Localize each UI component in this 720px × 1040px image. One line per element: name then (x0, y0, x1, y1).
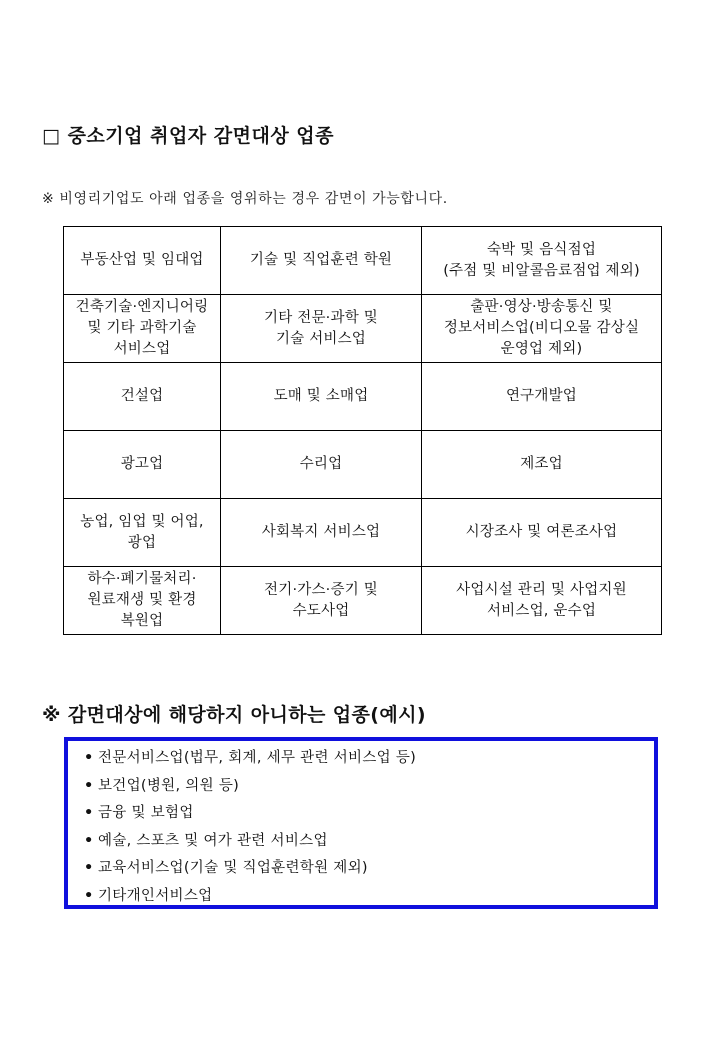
bullet-icon: • (84, 805, 94, 821)
bullet-icon: • (84, 887, 94, 904)
list-item-label: 전문서비스업(법무, 회계, 세무 관련 서비스업 등) (98, 750, 417, 766)
exclusions-list (68, 741, 654, 910)
list-item (84, 855, 654, 883)
bullet-icon: • (84, 832, 94, 849)
eligibility-note: ※ 비영리기업도 아래 업종을 영위하는 경우 감면이 가능합니다. (42, 191, 448, 207)
table-cell: 하수·폐기물처리· 원료재생 및 환경 복원업 (64, 567, 221, 635)
table-cell: 도매 및 소매업 (221, 363, 422, 431)
table-cell: 건설업 (64, 363, 221, 431)
table-cell: 제조업 (422, 431, 662, 499)
table-cell: 부동산업 및 임대업 (64, 227, 221, 295)
list-item (84, 745, 654, 773)
list-item-label: 금융 및 보험업 (98, 805, 194, 821)
table-row (64, 567, 662, 635)
table-row (64, 499, 662, 567)
list-item (84, 828, 654, 856)
table-cell: 사회복지 서비스업 (221, 499, 422, 567)
list-item-label: 교육서비스업(기술 및 직업훈련학원 제외) (98, 860, 368, 876)
bullet-icon: • (84, 750, 94, 766)
list-item (84, 773, 654, 801)
table-row (64, 295, 662, 363)
list-item-label: 예술, 스포츠 및 여가 관련 서비스업 (98, 832, 328, 849)
exclusions-title: ※ 감면대상에 해당하지 아니하는 업종(예시) (42, 704, 426, 726)
table-cell: 농업, 임업 및 어업, 광업 (64, 499, 221, 567)
table-cell: 기타 전문·과학 및 기술 서비스업 (221, 295, 422, 363)
table-cell: 시장조사 및 여론조사업 (422, 499, 662, 567)
table-row (64, 363, 662, 431)
table-row (64, 227, 662, 295)
table-cell: 숙박 및 음식점업 (주점 및 비알콜음료점업 제외) (422, 227, 662, 295)
table-cell: 연구개발업 (422, 363, 662, 431)
table-cell: 건축기술·엔지니어링 및 기타 과학기술 서비스업 (64, 295, 221, 363)
list-item-label: 기타개인서비스업 (98, 887, 213, 904)
list-item (84, 883, 654, 911)
table-cell: 광고업 (64, 431, 221, 499)
table-cell: 사업시설 관리 및 사업지원 서비스업, 운수업 (422, 567, 662, 635)
table-cell: 출판·영상·방송통신 및 정보서비스업(비디오물 감상실 운영업 제외) (422, 295, 662, 363)
exclusions-box (64, 737, 658, 909)
bullet-icon: • (84, 860, 94, 876)
page-title: □ 중소기업 취업자 감면대상 업종 (42, 125, 335, 147)
list-item-label: 보건업(병원, 의원 등) (98, 777, 240, 794)
table-cell: 기술 및 직업훈련 학원 (221, 227, 422, 295)
table-row (64, 431, 662, 499)
list-item (84, 800, 654, 828)
eligible-industries-table (63, 226, 662, 635)
table-cell: 수리업 (221, 431, 422, 499)
table-cell: 전기·가스·증기 및 수도사업 (221, 567, 422, 635)
bullet-icon: • (84, 777, 94, 794)
